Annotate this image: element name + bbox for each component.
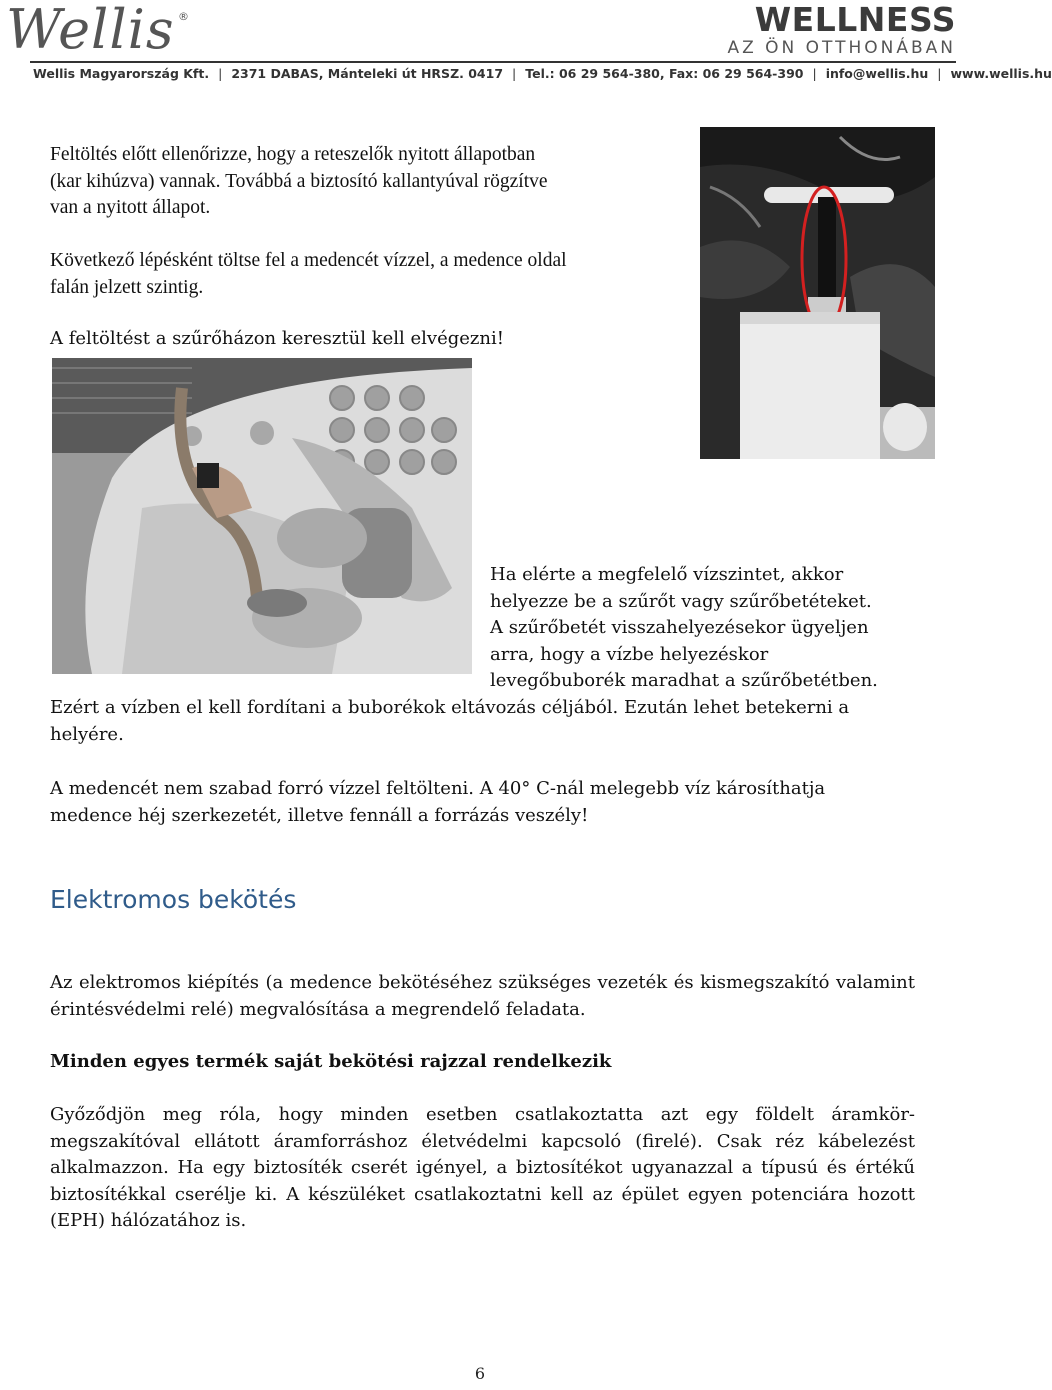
filter-insert-paragraph [490,562,930,695]
text-line: A medencét nem szabad forró vízzel feltölteni. A 40° C-nál melegebb víz károsíthatja [50,778,826,799]
grounding-paragraph: Győződjön meg róla, hogy minden esetben csatlakoztatta azt egy földelt áramkör-megszakítóval ellátott áramforráshoz életvédelmi kapcsoló (firelé). Csak réz kábelezést alkalmazzon. Ha egy biztosíték cserét igényel, a biztosítékot ugyanazzal a típusú és értékű biztosítékkal cserélje ki. A készüléket csatlakoztatni kell az épület egyen potenciára hozott (EPH) hálózatához is. [50,1104,915,1231]
company-phone: Tel.: 06 29 564-380, Fax: 06 29 564-390 [525,66,804,81]
text-line: levegőbuborék maradhat a szűrőbetétben. [490,670,878,691]
filter-latch-photo [700,127,935,459]
brand-title: WELLNESS [754,0,956,39]
fill-paragraph [50,248,690,301]
text-line: van a nyitott állapot. [50,197,211,218]
separator: | [218,66,223,81]
separator: | [512,66,517,81]
wiring-diagram-note: Minden egyes termék saját bekötési rajzzal rendelkezik [50,1051,612,1072]
company-email[interactable]: info@wellis.hu [825,66,929,81]
filter-latch-illustration [700,127,935,459]
text-line: (kar kihúzva) vannak. Továbbá a biztosító kallantyúval rögzítve [50,170,548,192]
text-line: Következő lépésként töltse fel a medencét vízzel, a medence oldal [50,250,567,271]
text-line: Ezért a vízben el kell fordítani a buborékok eltávozás céljából. Ezután lehet betekerni a [50,697,850,718]
text-line: falán jelzett szintig. [50,276,204,298]
registered-mark: ® [178,10,189,23]
text-line: medence héj szerkezetét, illetve fennáll a forrázás veszély! [50,804,589,826]
bubble-paragraph [50,695,930,748]
separator: | [812,66,817,81]
section-heading: Elektromos bekötés [50,885,297,914]
text-line: helyére. [50,723,124,745]
filling-spa-photo [52,358,472,674]
text-line: arra, hogy a vízbe helyezéskor [490,643,769,665]
text-line: helyezze be a szűrőt vagy szűrőbetéteket. [490,590,872,612]
text-line: A szűrőbetét visszahelyezésekor ügyeljen [490,617,869,638]
filling-spa-illustration [52,358,472,674]
separator: | [937,66,942,81]
page-number: 6 [474,1364,486,1383]
company-name: Wellis Magyarország Kft. [33,66,210,81]
header-divider [30,61,956,63]
filter-instruction: A feltöltést a szűrőházon keresztül kell elvégezni! [50,328,504,349]
wellis-logo: Wellis [6,0,175,61]
company-website[interactable]: www.wellis.hu [950,66,1052,81]
text-line: Ha elérte a megfelelő vízszintet, akkor [490,564,844,585]
company-address: 2371 DABAS, Mánteleki út HRSZ. 0417 [231,66,504,81]
intro-paragraph [50,142,690,222]
brand-subtitle: AZ ÖN OTTHONÁBAN [727,38,956,58]
contact-line [33,66,1052,82]
hot-water-warning [50,776,930,829]
electrical-paragraph: Az elektromos kiépítés (a medence bekötéséhez szükséges vezeték és kismegszakító valamint érintésvédelmi relé) megvalósítása a megrendelő feladata. [50,972,915,1020]
text-line: Feltöltés előtt ellenőrizze, hogy a reteszelők nyitott állapotban [50,144,536,165]
